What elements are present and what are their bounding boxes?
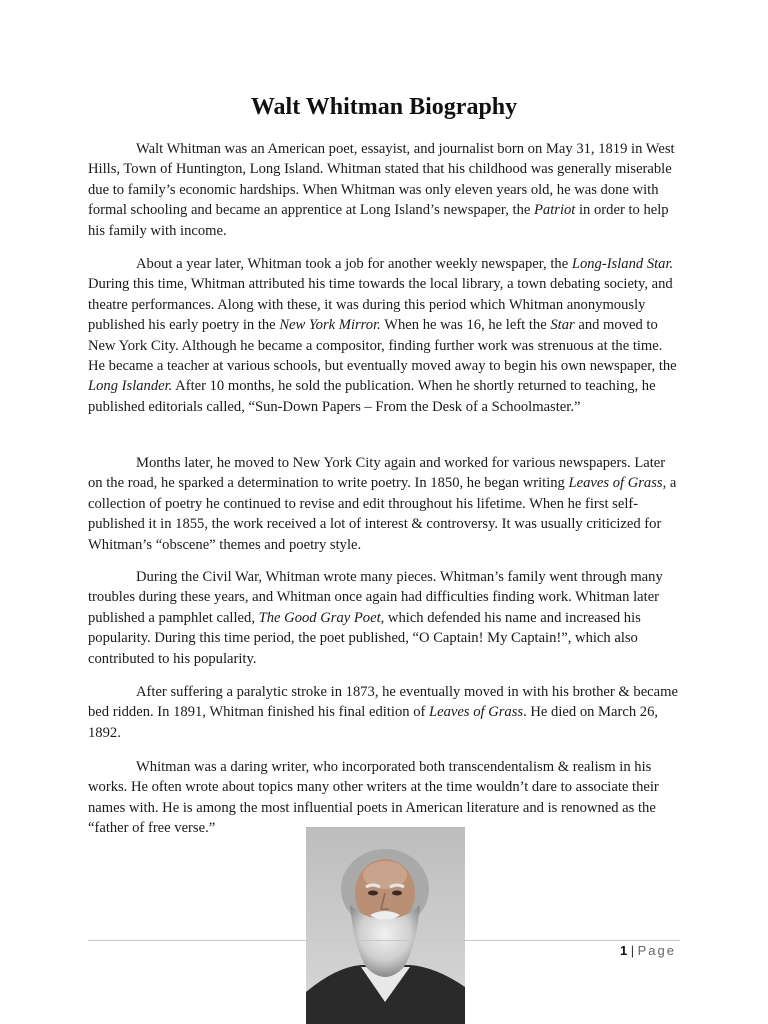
paragraph-text: After 10 months, he sold the publication. When he shortly returned to teaching, he published editorials called, “Sun-Down Papers – From the Desk of a Schoolmaster.” — [88, 378, 656, 415]
paragraph-text: Whitman was a daring writer, who incorporated both transcendentalism & realism in his works. He often wrote about topics many other writers at the time wouldn’t dare to associate their names with. He is among the most influential poets in American literature and is renowned as the “father of free verse.” — [88, 759, 659, 837]
page-label: Page — [637, 943, 676, 958]
biography-paragraph — [88, 682, 680, 743]
document-title: Walt Whitman Biography — [250, 94, 518, 120]
paragraph-text: Walt Whitman was an American poet, essayist, and journalist born on May 31, 1819 in West Hills, Town of Huntington, Long Island. Whitman stated that his childhood was generally miserable due to family’s economic hardships. When Whitman was only eleven years old, he was done with formal schooling and became an apprentice at Long Island’s newspaper, the — [88, 141, 675, 219]
italic-title-text: Patriot — [534, 202, 576, 219]
paragraph-text: After suffering a paralytic stroke in 1873, he eventually moved in with his brother & became bed ridden. In 1891, Whitman finished his final edition of — [88, 684, 678, 721]
biography-paragraph — [88, 453, 680, 555]
page-number: 1 — [620, 943, 628, 958]
paragraph-text: During this time, Whitman attributed his time towards the local library, a town debating society, and theatre performances. Along with these, it was during this period which Whitman anonymously published his early poetry in the — [88, 276, 673, 334]
paragraph-text: Months later, he moved to New York City again and worked for various newspapers. Later on the road, he sparked a determination to write poetry. In 1850, he began writing — [88, 455, 666, 492]
italic-title-text: New York Mirror. — [279, 317, 381, 334]
italic-title-text: Long Islander. — [88, 378, 173, 395]
paragraph-text: in order to help his family with income. — [88, 202, 669, 239]
paragraph-text: and moved to New York City. Although he became a compositor, finding further work was strenuous at the time. He became a teacher at various schools, but eventually moved away to begin his own newspaper, the — [88, 317, 677, 375]
paragraph-text: which defended his name and increased his popularity. During this time period, the poet published, “O Captain! My Captain!”, which also contributed to his popularity. — [88, 609, 641, 667]
paragraph-text: During the Civil War, Whitman wrote many pieces. Whitman’s family went through many troubles during these years, and Whitman once again had difficulties finding work. Whitman later published a pamphlet called, — [88, 569, 663, 626]
biography-paragraph — [88, 254, 680, 417]
paragraph-text: , a collection of poetry he continued to revise and edit throughout his lifetime. When he first self-published it in 1855, the work received a lot of interest & controversy. It was usually criticized for Whitman’s “obscene” themes and poetry style. — [88, 475, 677, 553]
italic-title-text: Leaves of Grass — [568, 475, 663, 492]
italic-title-text: Long-Island Star. — [571, 256, 674, 272]
whitman-portrait-image — [306, 827, 465, 1024]
paragraph-text: . He died on March 26, 1892. — [88, 704, 659, 741]
italic-title-text: Leaves of Grass — [429, 704, 524, 721]
footer-divider — [88, 940, 680, 941]
paragraph-text: About a year later, Whitman took a job for another weekly newspaper, the — [136, 256, 572, 272]
italic-title-text: Star — [550, 317, 575, 334]
page-footer — [620, 943, 676, 958]
footer-separator: | — [630, 943, 635, 958]
paragraph-text: When he was 16, he left the — [380, 317, 551, 334]
biography-paragraph — [88, 139, 680, 241]
biography-paragraph — [88, 567, 680, 669]
italic-title-text: The Good Gray Poet, — [258, 609, 385, 626]
